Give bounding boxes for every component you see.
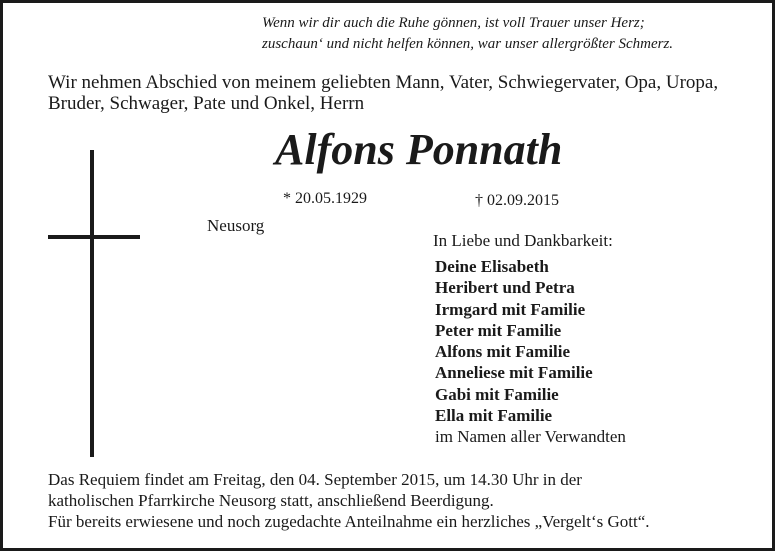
mourner-name: Alfons mit Familie [435, 342, 571, 362]
intro-line-2: Bruder, Schwager, Pate und Onkel, Herrn [48, 93, 365, 114]
cross-vertical-bar [90, 150, 94, 457]
intro-line-1: Wir nehmen Abschied von meinem geliebten Mann, Vater, Schwiegervater, Opa, Uropa, [48, 72, 719, 93]
quote-verse [262, 13, 673, 55]
footer-line-1: Das Requiem findet am Freitag, den 04. September 2015, um 14.30 Uhr in der [48, 470, 582, 489]
death-date: † 02.09.2015 [475, 192, 559, 209]
hometown: Neusorg [207, 216, 265, 235]
intro-text [48, 72, 718, 114]
mourner-name: Heribert und Petra [435, 278, 575, 298]
deceased-name: Alfons Ponnath [275, 125, 563, 174]
mourner-name: Irmgard mit Familie [435, 299, 586, 319]
mourner-name: Ella mit Familie [435, 406, 553, 426]
quote-line-2: zuschaun‘ und nicht helfen können, war unser allergrößter Schmerz. [262, 36, 674, 52]
quote-line-1: Wenn wir dir auch die Ruhe gönnen, ist voll Trauer unser Herz; [262, 15, 645, 31]
mourners-closing: im Namen aller Verwandten [435, 427, 626, 447]
mourner-name: Gabi mit Familie [435, 384, 559, 404]
cross-horizontal-bar [48, 235, 140, 239]
birth-date: * 20.05.1929 [283, 190, 367, 207]
footer-text [48, 469, 650, 532]
thanks-heading: In Liebe und Dankbarkeit: [433, 231, 613, 250]
mourner-name: Peter mit Familie [435, 320, 562, 340]
mourners-list [435, 256, 626, 448]
mourner-name: Anneliese mit Familie [435, 363, 593, 383]
footer-line-2: katholischen Pfarrkirche Neusorg statt, anschließend Beerdigung. [48, 491, 494, 510]
mourner-name: Deine Elisabeth [435, 257, 549, 276]
footer-line-3: Für bereits erwiesene und noch zugedachte Anteilnahme ein herzliches „Vergelt‘s Gott“. [48, 512, 650, 531]
